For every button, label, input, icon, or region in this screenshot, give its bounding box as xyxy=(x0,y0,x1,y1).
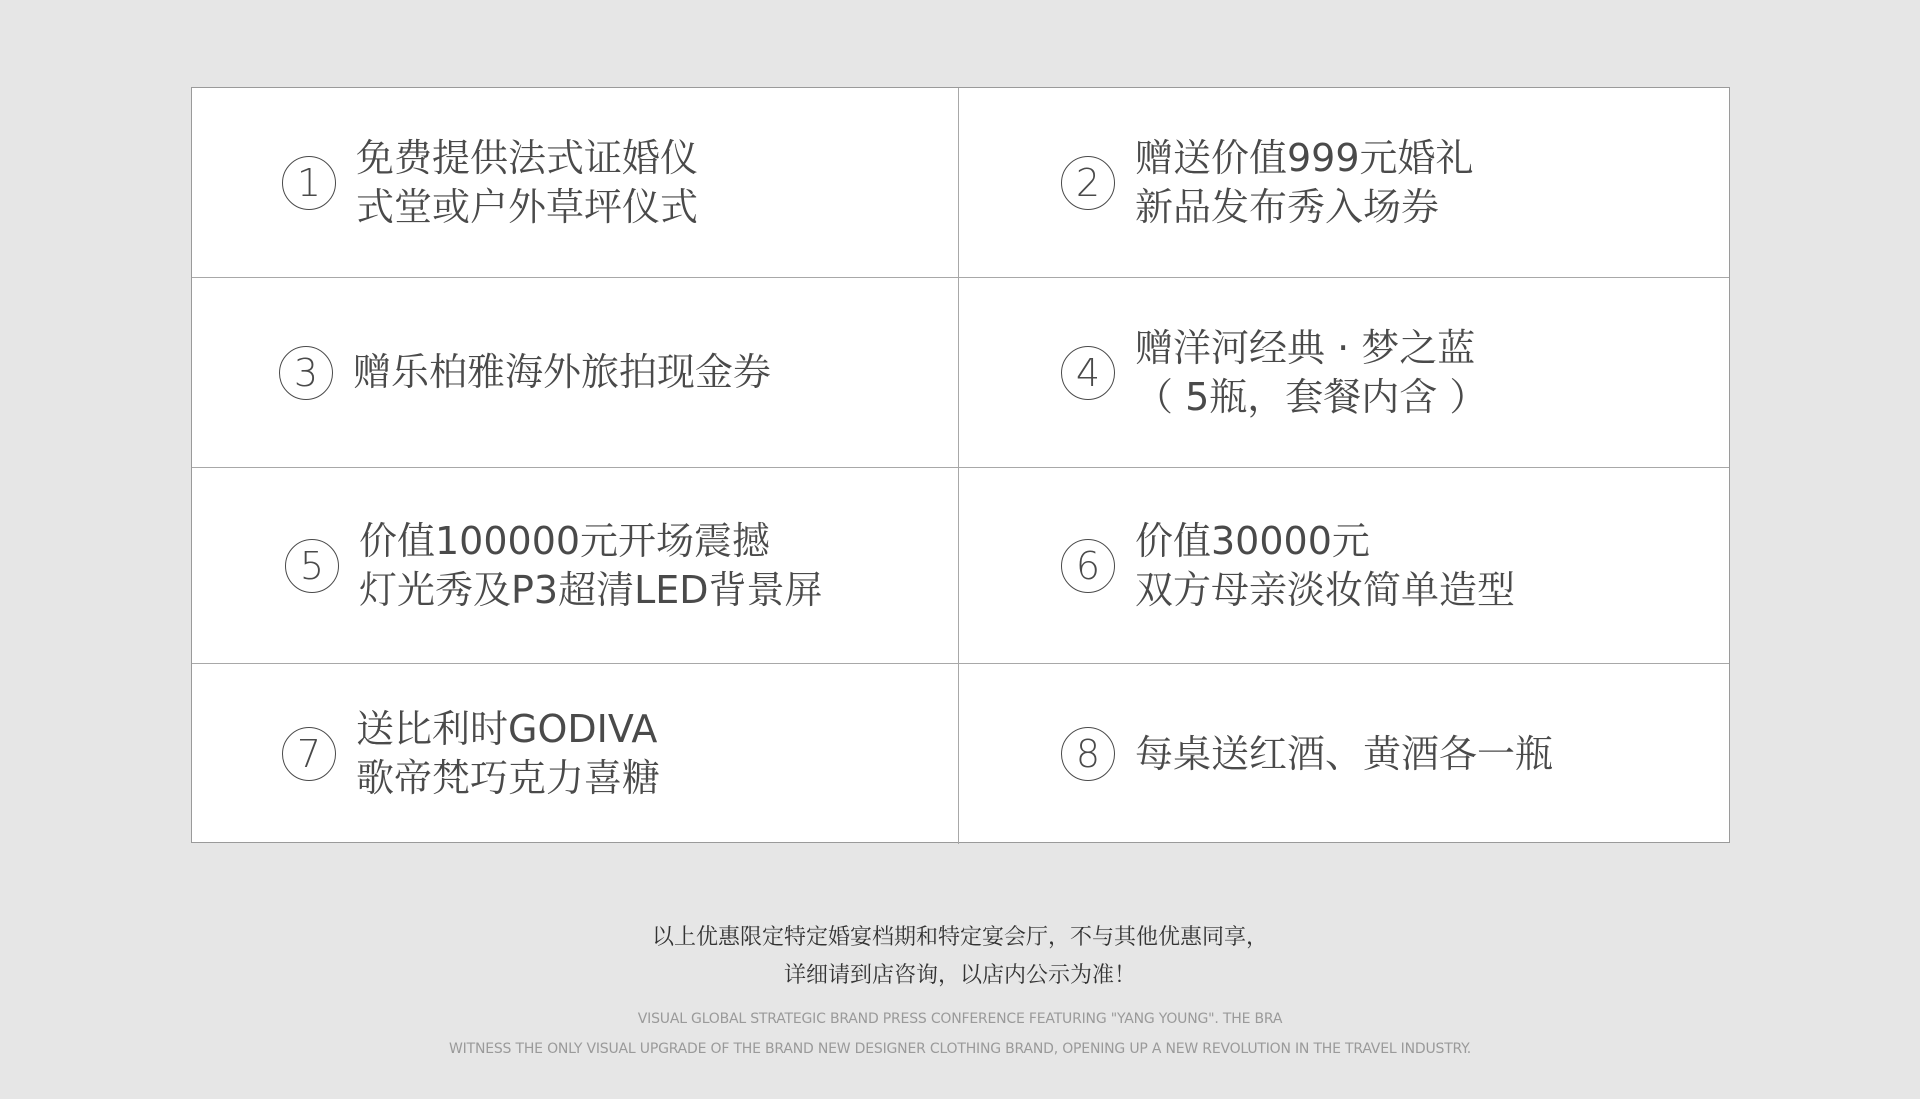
number-badge: 7 xyxy=(282,727,336,781)
benefit-item xyxy=(282,134,698,232)
benefit-line: 双方母亲淡妆简单造型 xyxy=(1135,567,1516,612)
benefit-cell-2 xyxy=(959,88,1731,277)
benefit-item xyxy=(1061,134,1474,232)
benefit-line: （ 5瓶，套餐内含 ） xyxy=(1135,374,1488,419)
benefit-line: 送比利时GODIVA xyxy=(356,707,658,751)
number-badge: 1 xyxy=(282,156,336,210)
benefit-item xyxy=(279,346,771,400)
number-badge: 8 xyxy=(1061,727,1115,781)
benefit-cell-5 xyxy=(192,468,959,663)
number-badge: 6 xyxy=(1061,539,1115,593)
benefit-text xyxy=(1135,730,1553,779)
brand-tagline: WITNESS THE ONLY VISUAL UPGRADE OF THE BRAND NEW DESIGNER CLOTHING BRAND, OPENING UP A NEW REVOLUTION IN THE TRAVEL INDUSTRY. xyxy=(449,1041,1471,1057)
benefits-row xyxy=(192,88,1729,278)
number-badge: 2 xyxy=(1061,156,1115,210)
benefit-item xyxy=(1061,324,1487,422)
benefit-cell-4 xyxy=(959,278,1731,467)
benefit-cell-7 xyxy=(192,664,959,844)
benefit-line: 新品发布秀入场券 xyxy=(1135,184,1440,229)
footnote-line: 详细请到店咨询，以店内公示为准！ xyxy=(783,963,1136,988)
benefit-item xyxy=(1061,727,1553,781)
number-badge: 5 xyxy=(285,539,339,593)
benefit-text xyxy=(1135,324,1487,422)
benefit-line: 式堂或户外草坪仪式 xyxy=(356,184,699,229)
benefits-row xyxy=(192,468,1729,664)
footnote-line: 以上优惠限定特定婚宴档期和特定宴会厅，不与其他优惠同享， xyxy=(651,925,1268,950)
benefit-cell-3 xyxy=(192,278,959,467)
benefit-text xyxy=(356,134,698,232)
benefits-table xyxy=(191,87,1730,843)
benefits-row xyxy=(192,278,1729,468)
benefit-cell-1 xyxy=(192,88,959,277)
benefit-line: 每桌送红酒、黄酒各一瓶 xyxy=(1135,731,1554,776)
benefit-text xyxy=(356,705,660,803)
benefit-line: 价值30000元 xyxy=(1135,518,1370,563)
benefit-line: 赠洋河经典 · 梦之蓝 xyxy=(1135,325,1476,370)
benefit-text xyxy=(1135,517,1515,615)
benefit-item xyxy=(1061,517,1515,615)
benefit-line: 价值100000元开场震撼 xyxy=(359,518,771,563)
benefits-row xyxy=(192,664,1729,844)
number-badge: 4 xyxy=(1061,346,1115,400)
benefit-cell-6 xyxy=(959,468,1731,663)
benefit-line: 赠送价值999元婚礼 xyxy=(1135,135,1474,180)
benefit-line: 灯光秀及P3超清LED背景屏 xyxy=(359,567,823,612)
brand-tagline: VISUAL GLOBAL STRATEGIC BRAND PRESS CONFERENCE FEATURING "YANG YOUNG". THE BRA xyxy=(637,1011,1283,1027)
benefit-line: 免费提供法式证婚仪 xyxy=(356,135,699,180)
benefit-line: 赠乐柏雅海外旅拍现金券 xyxy=(353,350,772,394)
benefit-text xyxy=(359,517,823,615)
benefit-line: 歌帝梵巧克力喜糖 xyxy=(356,756,661,800)
benefit-text xyxy=(1135,134,1474,232)
benefit-text xyxy=(353,348,771,397)
benefit-item xyxy=(285,517,823,615)
number-badge: 3 xyxy=(279,346,333,400)
benefit-item xyxy=(282,705,660,803)
benefit-cell-8 xyxy=(959,664,1731,844)
